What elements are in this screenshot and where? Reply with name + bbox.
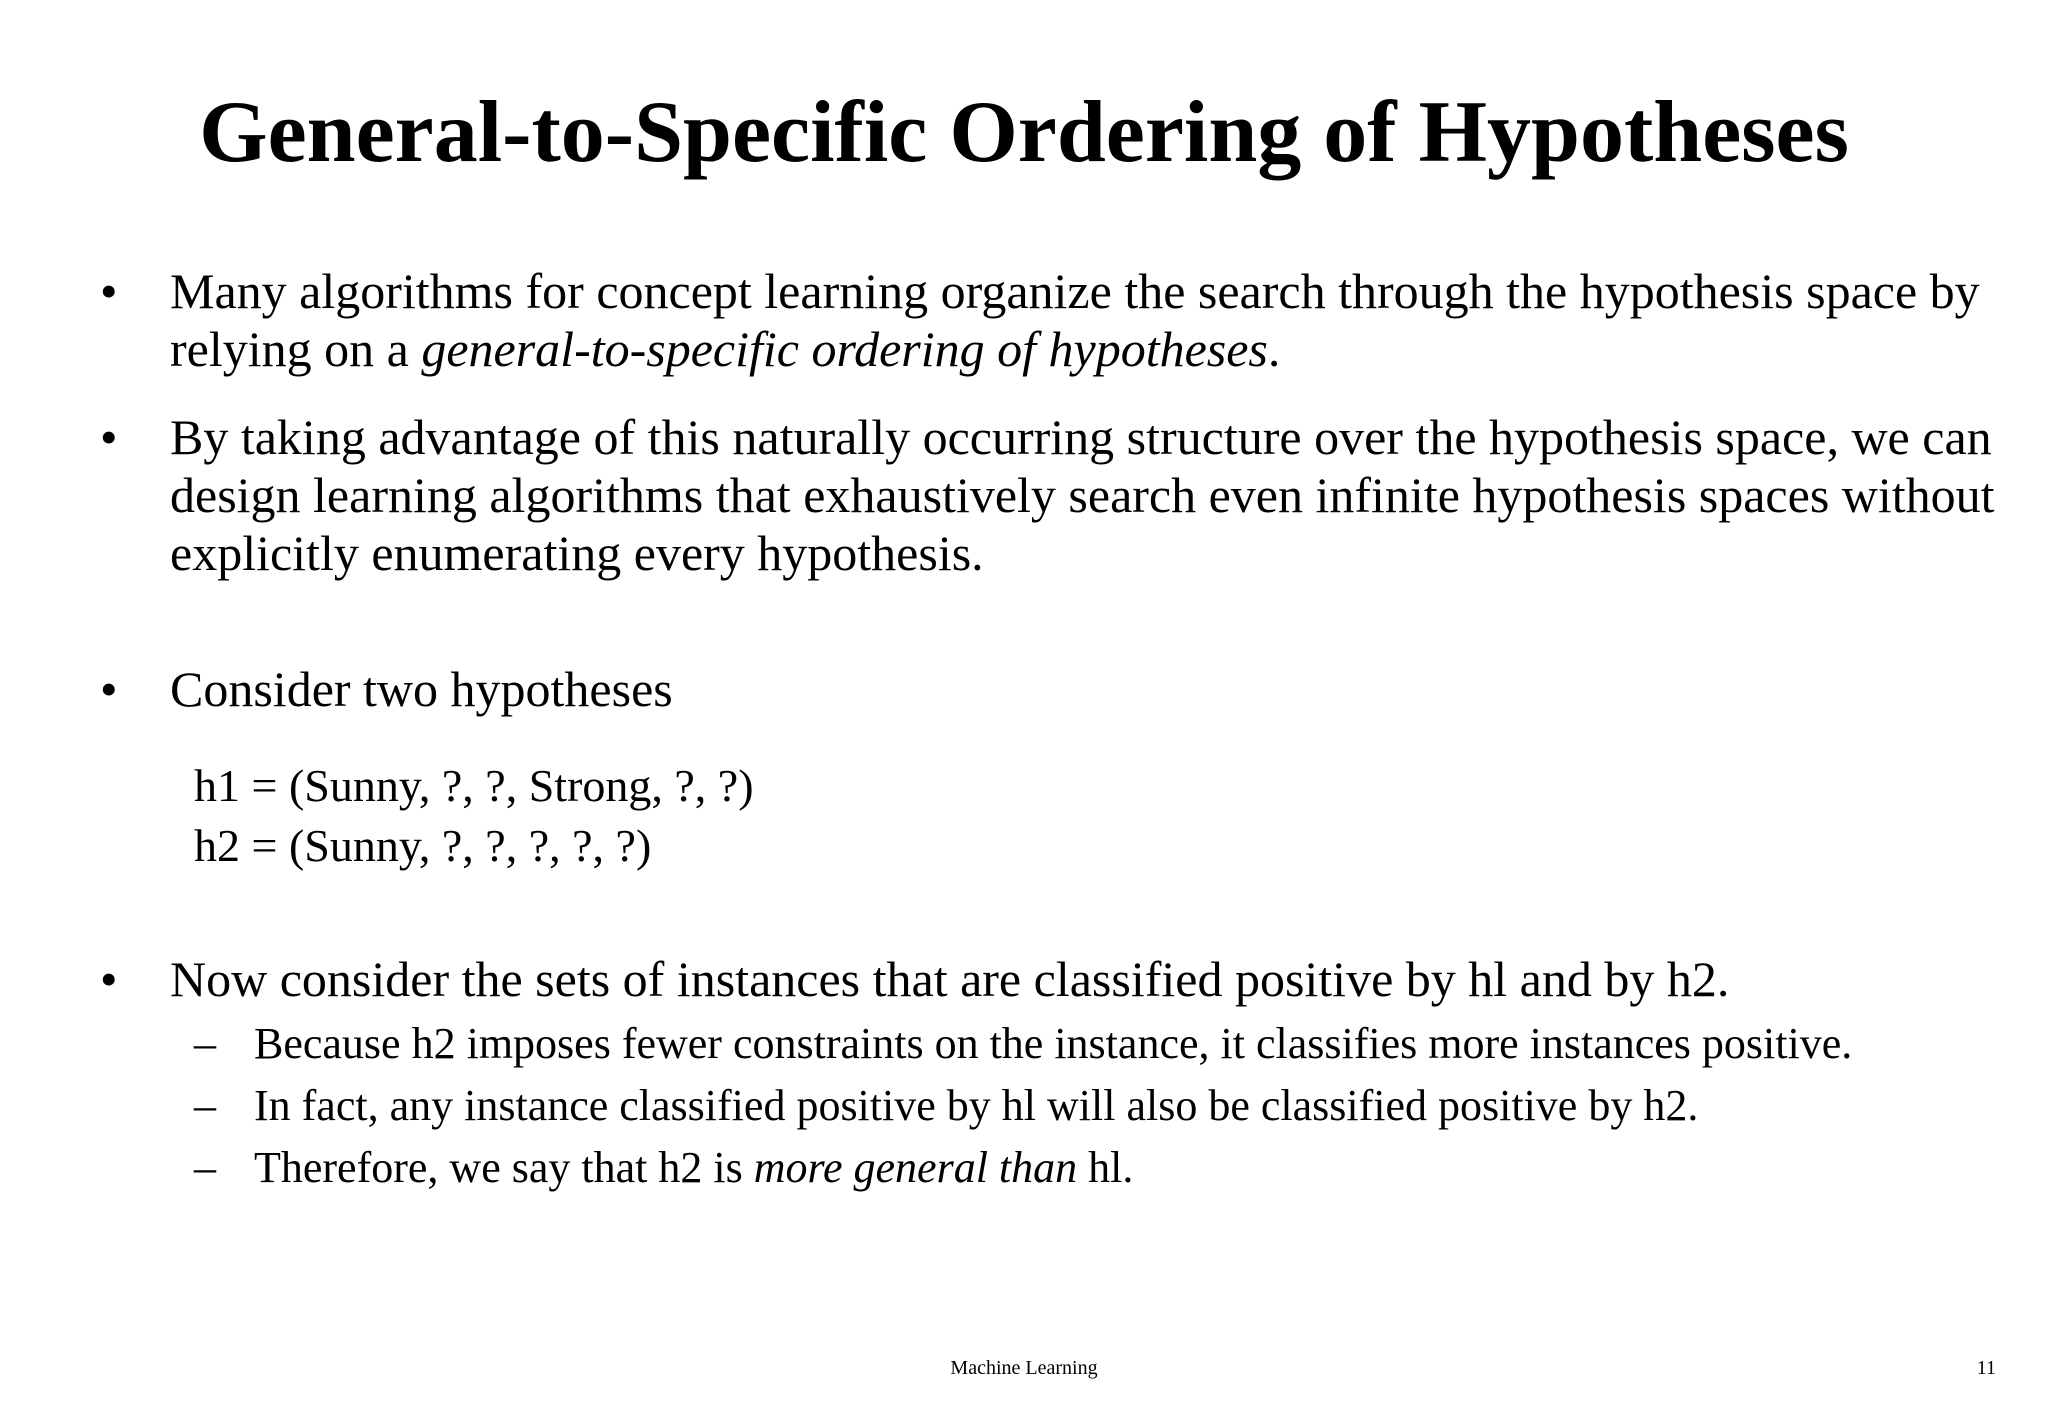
sub-bullet-text — [254, 1140, 2024, 1196]
bullet-item — [100, 660, 2030, 718]
footer-course: Machine Learning — [950, 1357, 1098, 1379]
hypothesis-h2: h2 = (Sunny, ?, ?, ?, ?, ?) — [194, 820, 652, 871]
sub-bullet-item — [194, 1078, 2024, 1134]
sub-bullet-text-part: Therefore, we say that h2 is — [254, 1143, 754, 1192]
sub-bullet-marker: – — [194, 1143, 216, 1192]
sub-bullet-marker: – — [194, 1019, 216, 1068]
sub-bullet-text-part: hl. — [1077, 1143, 1134, 1192]
bullet-item — [100, 950, 2030, 1008]
bullet-item — [100, 262, 2030, 378]
sub-bullet-emphasis: more general than — [753, 1143, 1078, 1192]
sub-bullet-text: Because h2 imposes fewer constraints on the instance, it classifies more instances positive. — [254, 1019, 1853, 1068]
bullet-text: Consider two hypotheses — [170, 661, 673, 717]
slide-title: General-to-Specific Ordering of Hypotheses — [199, 84, 1849, 181]
sub-bullet-marker: – — [194, 1081, 216, 1130]
bullet-marker: • — [100, 951, 118, 1007]
sub-bullet-text: In fact, any instance classified positive by hl will also be classified positive by h2. — [254, 1081, 1699, 1130]
bullet-text — [170, 262, 2030, 378]
bullet-text: Now consider the sets of instances that are classified positive by hl and by h2. — [170, 951, 1730, 1007]
sub-bullet-item — [194, 1140, 2024, 1196]
bullet-marker: • — [100, 661, 118, 717]
bullet-item — [100, 408, 2030, 582]
bullet-marker: • — [100, 409, 118, 465]
bullet-text-part: . — [1267, 321, 1281, 377]
bullet-emphasis: general-to-specific ordering of hypotheses — [421, 321, 1268, 377]
bullet-marker: • — [100, 263, 118, 319]
page-number: 11 — [1976, 1357, 1996, 1379]
bullet-text-part: Many algorithms for concept learning organize the search through the hypothesis space by relying on a — [170, 263, 1980, 377]
sub-bullet-item — [194, 1016, 2024, 1072]
hypothesis-h1: h1 = (Sunny, ?, ?, Strong, ?, ?) — [194, 760, 754, 811]
bullet-text: By taking advantage of this naturally occurring structure over the hypothesis space, we can design learning algorithms that exhaustively search even infinite hypothesis spaces without explicitly enumerating every hypothesis. — [170, 409, 1995, 581]
